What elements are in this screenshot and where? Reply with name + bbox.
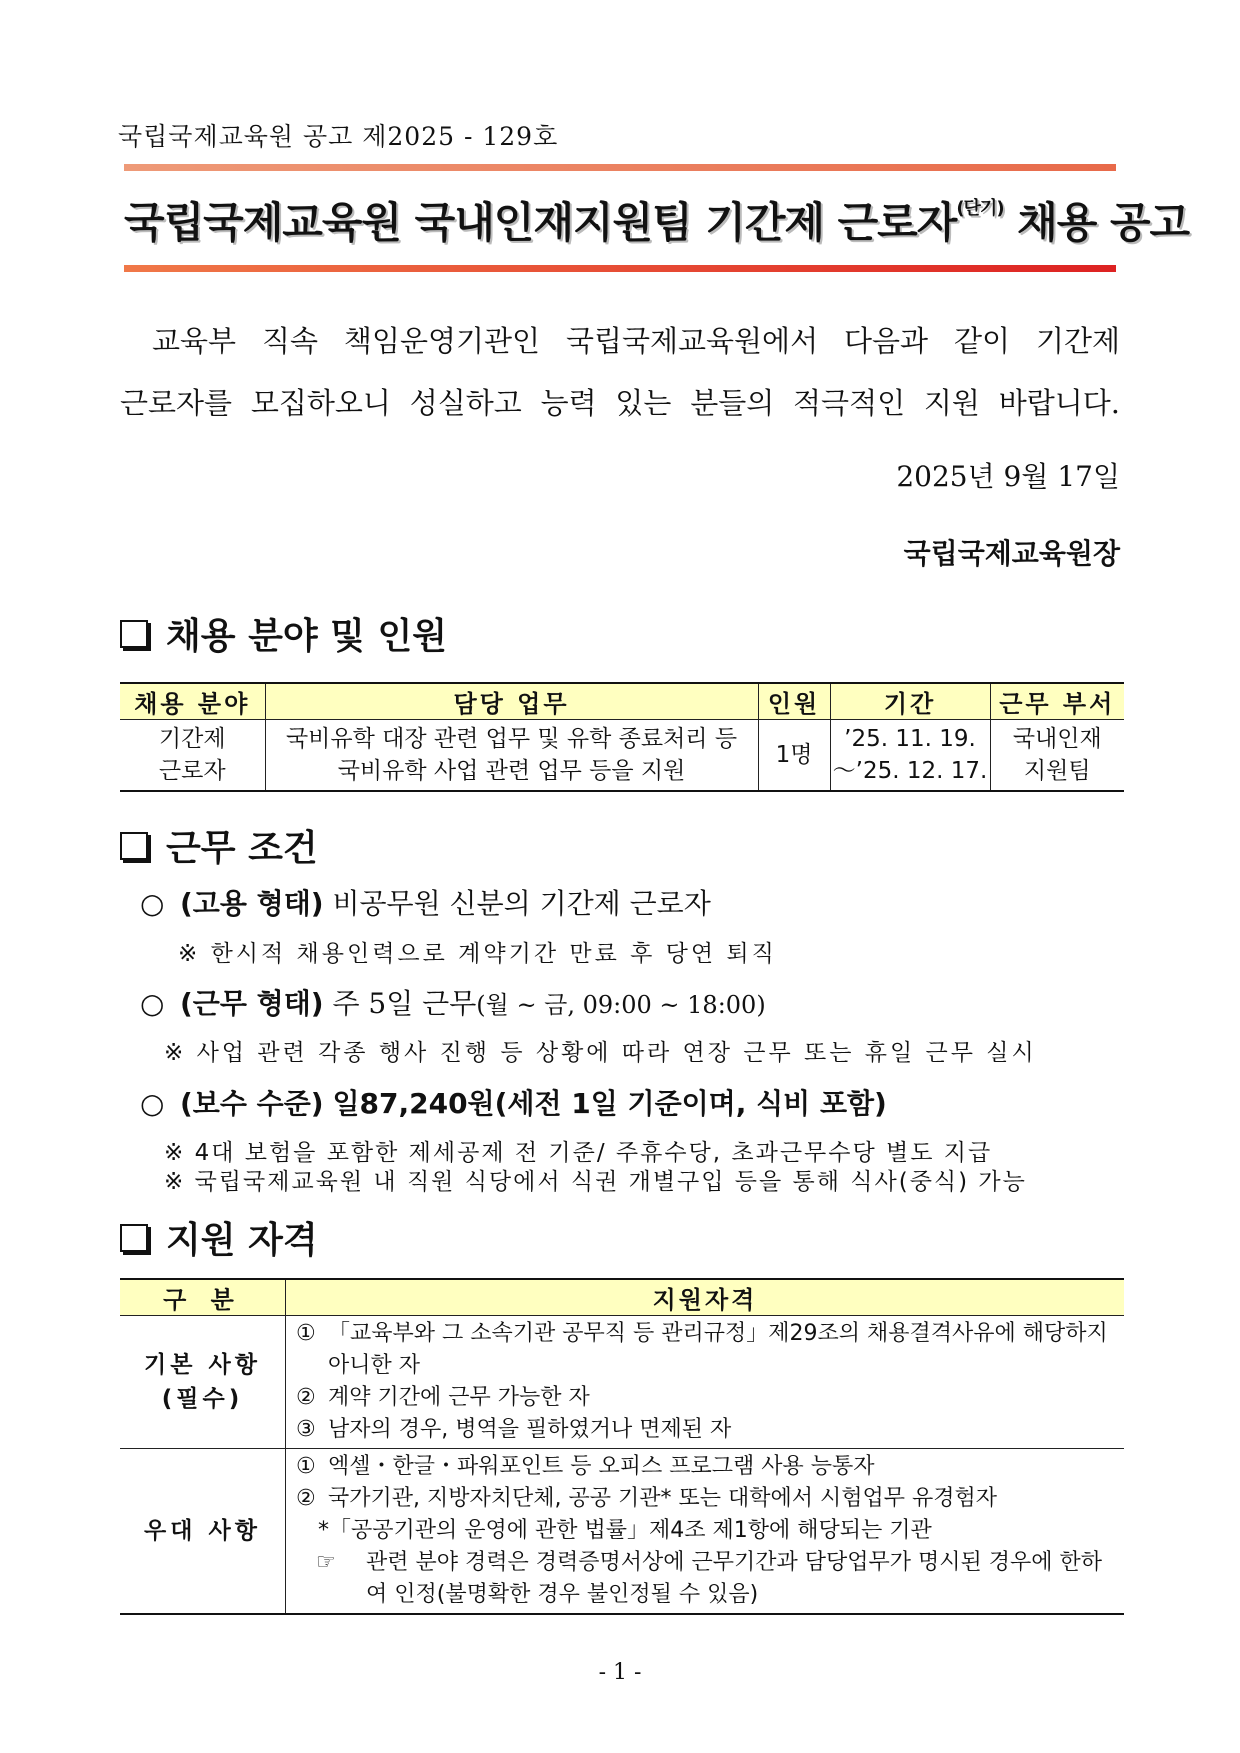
section-title: 근무 조건: [166, 828, 318, 869]
title-bar-top: [124, 164, 1116, 171]
pointing-hand-icon: ☞: [316, 1550, 336, 1575]
condition-detail: (월 ~ 금, 09:00 ~ 18:00): [476, 991, 766, 1019]
bullet-circle-icon: ○: [140, 1087, 165, 1120]
section-title: 지원 자격: [166, 1220, 318, 1261]
condition-note: ※ 사업 관련 각종 행사 진행 등 상황에 따라 연장 근무 또는 휴일 근무 실시: [164, 1040, 1037, 1066]
table-row: [120, 720, 1124, 792]
bullet-circle-icon: ○: [140, 987, 165, 1020]
header-dept: 근무 부서: [990, 683, 1124, 720]
condition-note: ※ 4대 보험을 포함한 제세공제 전 기준/ 주휴수당, 초과근무수당 별도 지급: [164, 1140, 993, 1166]
cell-count: 1명: [758, 720, 830, 792]
title-tail: 채용 공고: [1017, 198, 1190, 247]
header-field: 채용 분야: [120, 683, 265, 720]
cell-dept: 국내인재 지원팀: [990, 720, 1124, 792]
section-heading-qualifications: [120, 1212, 318, 1263]
category-basic: 기본 사항 (필수): [120, 1316, 286, 1449]
header-period: 기간: [830, 683, 990, 720]
page-number: - 1 -: [598, 1660, 642, 1685]
category-preferred: 우대 사항: [120, 1449, 286, 1615]
remark: ☞ 관련 분야 경력은 경력증명서상에 근무기간과 담당업무가 명시된 경우에 한하여 인정(불명확한 경우 불인정될 수 있음): [296, 1547, 1116, 1611]
cell-duty: 국비유학 대장 관련 업무 및 유학 종료처리 등 국비유학 사업 관련 업무 등을 지원: [265, 720, 758, 792]
page-title: [124, 190, 1190, 250]
condition-pay: [140, 1082, 887, 1122]
section-title: 채용 분야 및 인원: [166, 616, 448, 657]
section-heading-recruitment: [120, 608, 447, 659]
header-count: 인원: [758, 683, 830, 720]
intro-line-2: 근로자를 모집하오니 성실하고 능력 있는 분들의 적극적인 지원 바랍니다.: [120, 386, 1120, 420]
notice-number: 국립국제교육원 공고 제2025 - 129호: [118, 122, 559, 151]
table-header-row: [120, 1279, 1124, 1316]
qualification-table: [120, 1278, 1124, 1615]
condition-note: ※ 한시적 채용인력으로 계약기간 만료 후 당연 퇴직: [178, 941, 777, 967]
preferred-items: [286, 1449, 1125, 1615]
condition-label: (근무 형태): [180, 987, 324, 1020]
signer: 국립국제교육원장: [903, 537, 1120, 570]
basic-items: [286, 1316, 1125, 1449]
header-category: 구 분: [120, 1279, 286, 1316]
list-item: ① 엑셀・한글・파워포인트 등 오피스 프로그램 사용 능통자: [296, 1454, 875, 1479]
cell-field: 기간제 근로자: [120, 720, 265, 792]
condition-text: 주 5일 근무: [332, 987, 477, 1020]
header-qualification: 지원자격: [286, 1279, 1125, 1316]
checkbox-square-icon: [120, 832, 148, 860]
table-header-row: [120, 683, 1124, 720]
title-sup: (단기): [956, 198, 1004, 219]
list-item: ③ 남자의 경우, 병역을 필하였거나 면제된 자: [296, 1417, 732, 1442]
recruitment-table: [120, 682, 1124, 792]
checkbox-square-icon: [120, 620, 148, 648]
footnote: *「공공기관의 운영에 관한 법률」제4조 제1항에 해당되는 기관: [318, 1518, 932, 1543]
title-bar-bottom: [124, 265, 1116, 272]
list-item: ② 계약 기간에 근무 가능한 자: [296, 1385, 590, 1410]
bullet-circle-icon: ○: [140, 887, 165, 920]
condition-label: (고용 형태): [180, 887, 324, 920]
condition-text: 일87,240원(세전 1일 기준이며, 식비 포함): [332, 1087, 887, 1120]
condition-text: 비공무원 신분의 기간제 근로자: [332, 887, 711, 920]
cell-period: ’25. 11. 19. ～’25. 12. 17.: [830, 720, 990, 792]
title-main: 국립국제교육원 국내인재지원팀 기간제 근로자: [124, 198, 957, 247]
checkbox-square-icon: [120, 1224, 148, 1252]
condition-employment: [140, 882, 711, 922]
condition-note: ※ 국립국제교육원 내 직원 식당에서 식권 개별구입 등을 통해 식사(중식) 가능: [164, 1169, 1027, 1195]
condition-label: (보수 수준): [180, 1087, 324, 1120]
intro-line-1: 교육부 직속 책임운영기관인 국립국제교육원에서 다음과 같이 기간제: [152, 324, 1120, 358]
notice-date: 2025년 9월 17일: [896, 460, 1120, 493]
section-heading-conditions: [120, 820, 318, 871]
table-row-preferred: [120, 1449, 1124, 1615]
condition-work: [140, 982, 766, 1022]
list-item: ① 「교육부와 그 소속기관 공무직 등 관리규정」제29조의 채용결격사유에 해당하지 아니한 자: [296, 1321, 1108, 1378]
table-row-basic: [120, 1316, 1124, 1449]
list-item: ② 국가기관, 지방자치단체, 공공 기관* 또는 대학에서 시험업무 유경험자: [296, 1486, 997, 1511]
header-duty: 담당 업무: [265, 683, 758, 720]
